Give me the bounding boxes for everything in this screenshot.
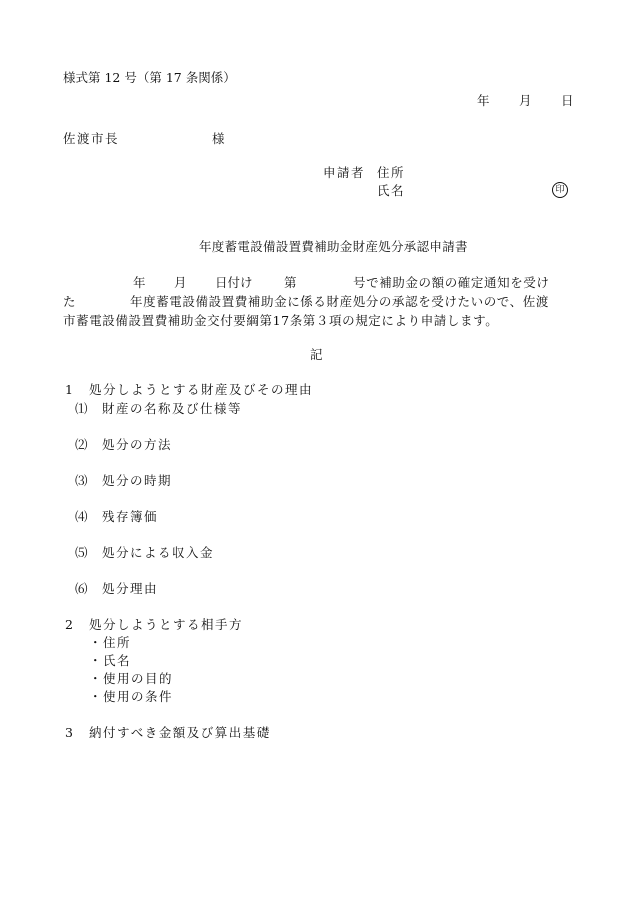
date-day: 日 — [561, 93, 574, 108]
date-year: 年 — [477, 93, 490, 108]
item3-number: ⑶ — [75, 473, 88, 488]
section3-number: 3 — [65, 725, 73, 740]
item2-number: ⑵ — [75, 437, 88, 452]
date-month: 月 — [519, 93, 532, 108]
counterparty-conditions: ・使用の条件 — [89, 689, 174, 704]
item1-number: ⑴ — [75, 401, 88, 416]
body-line2-start: た — [63, 294, 76, 309]
section2-title: 処分しようとする相手方 — [89, 617, 244, 632]
section1-number: 1 — [65, 382, 73, 397]
item2-label: 処分の方法 — [102, 437, 173, 452]
body-month: 月 — [174, 275, 187, 290]
seal-mark: 印 — [552, 182, 568, 198]
item4-number: ⑷ — [75, 509, 88, 524]
counterparty-purpose: ・使用の目的 — [89, 671, 174, 686]
item6-number: ⑹ — [75, 581, 88, 596]
body-line1-rest: 号で補助金の額の確定通知を受け — [353, 275, 550, 290]
item1-label: 財産の名称及び仕様等 — [102, 401, 243, 416]
form-number: 様式第 12 号（第 17 条関係） — [63, 70, 236, 85]
item5-label: 処分による収入金 — [102, 545, 215, 560]
section2-number: 2 — [65, 617, 73, 632]
counterparty-name: ・氏名 — [89, 653, 132, 668]
name-label: 氏名 — [377, 183, 406, 198]
section3-title: 納付すべき金額及び算出基礎 — [89, 725, 271, 740]
item4-label: 残存簿価 — [102, 509, 159, 524]
document-title: 年度蓄電設備設置費補助金財産処分承認申請書 — [199, 239, 468, 254]
addressee-name: 佐渡市長 — [63, 131, 120, 146]
item3-label: 処分の時期 — [102, 473, 173, 488]
body-line2-rest: 年度蓄電設備設置費補助金に係る財産処分の承認を受けたいので、佐渡 — [130, 294, 549, 309]
address-label: 住所 — [377, 165, 406, 180]
section1-title: 処分しようとする財産及びその理由 — [89, 382, 314, 397]
body-line3: 市蓄電設備設置費補助金交付要綱第17条第３項の規定により申請します。 — [63, 313, 499, 328]
body-year: 年 — [133, 275, 146, 290]
applicant-label: 申請者 — [323, 165, 366, 180]
item6-label: 処分理由 — [102, 581, 159, 596]
ki-label: 記 — [310, 347, 323, 362]
body-day-dated: 日付け — [215, 275, 253, 290]
body-dai: 第 — [284, 275, 297, 290]
counterparty-address: ・住所 — [89, 635, 132, 650]
item5-number: ⑸ — [75, 545, 88, 560]
addressee-honorific: 様 — [212, 131, 225, 146]
